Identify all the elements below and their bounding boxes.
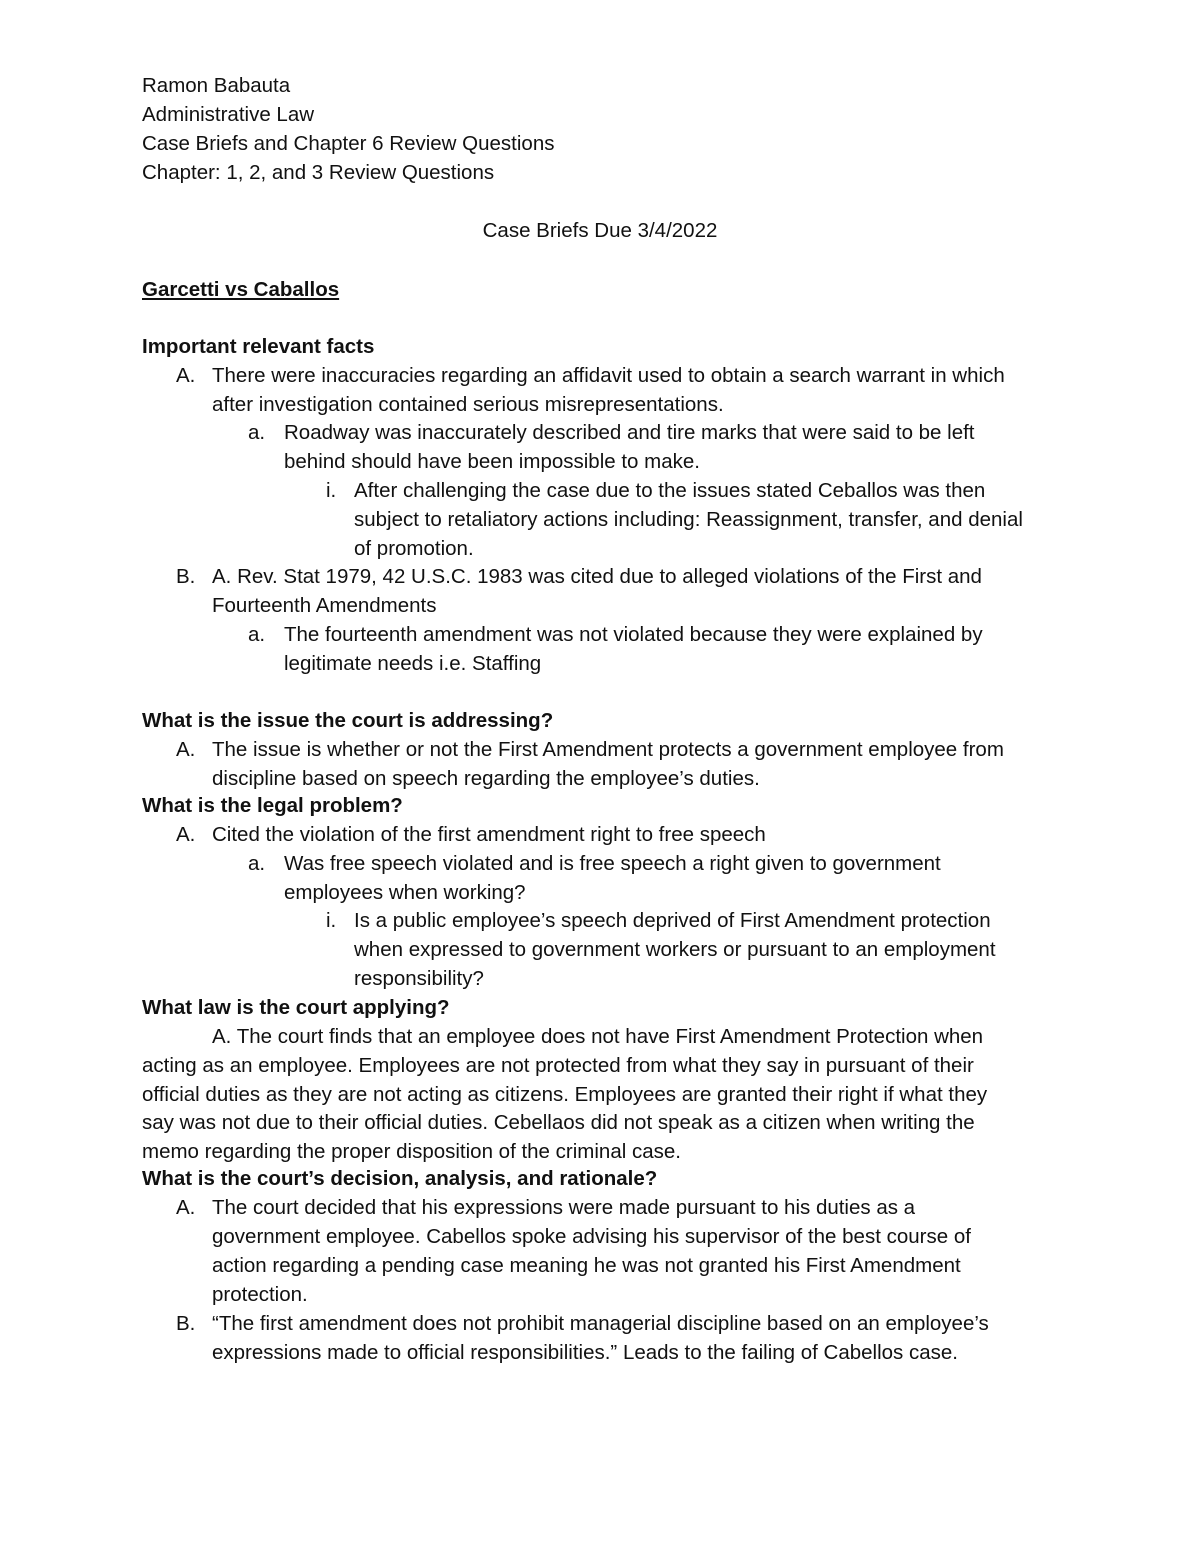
author-name: Ramon Babauta [142,74,291,97]
problem-a-a-text: employees when working? [284,881,526,904]
facts-b-text: A. Rev. Stat 1979, 42 U.S.C. 1983 was cited due to alleged violations of the First and [212,565,982,588]
facts-b-a-text: legitimate needs i.e. Staffing [284,652,542,675]
facts-heading: Important relevant facts [142,335,375,358]
decision-a-text: action regarding a pending case meaning he was not granted his First Amendment [212,1254,961,1277]
chapters-line: Chapter: 1, 2, and 3 Review Questions [142,161,495,184]
law-paragraph-line: memo regarding the proper disposition of the criminal case. [142,1140,681,1163]
law-paragraph-line: say was not due to their official duties. Cebellaos did not speak as a citizen when writing the [142,1111,975,1134]
list-marker: i. [326,479,337,502]
problem-a-text: Cited the violation of the first amendment right to free speech [212,823,766,846]
decision-b-text: “The first amendment does not prohibit managerial discipline based on an employee’s [212,1312,989,1335]
problem-a-a-text: Was free speech violated and is free speech a right given to government [284,852,941,875]
facts-a-a-i-text: of promotion. [354,537,474,560]
law-paragraph-line: A. The court finds that an employee does not have First Amendment Protection when [212,1025,984,1048]
problem-a-a-i-text: when expressed to government workers or pursuant to an employment [354,938,996,961]
list-marker: a. [248,852,266,875]
list-marker: A. [176,364,196,387]
problem-a-a-i-text: Is a public employee’s speech deprived of First Amendment protection [354,909,991,932]
issue-a-text: discipline based on speech regarding the employee’s duties. [212,767,760,790]
facts-a-a-i-text: subject to retaliatory actions including: Reassignment, transfer, and denial [354,508,1023,531]
law-paragraph-line: acting as an employee. Employees are not protected from what they say in pursuant of their [142,1054,974,1077]
facts-b-a-text: The fourteenth amendment was not violated because they were explained by [284,623,983,646]
problem-heading: What is the legal problem? [142,794,403,817]
facts-a-text: after investigation contained serious misrepresentations. [212,393,724,416]
issue-a-text: The issue is whether or not the First Amendment protects a government employee from [212,738,1004,761]
issue-heading: What is the issue the court is addressing? [142,709,554,732]
list-marker: i. [326,909,337,932]
decision-a-text: protection. [212,1283,308,1306]
law-paragraph-line: official duties as they are not acting as citizens. Employees are granted their right if what they [142,1083,988,1106]
list-marker: B. [176,565,196,588]
list-marker: a. [248,623,266,646]
decision-a-text: The court decided that his expressions were made pursuant to his duties as a [212,1196,916,1219]
facts-a-text: There were inaccuracies regarding an affidavit used to obtain a search warrant in which [212,364,1005,387]
course-name: Administrative Law [142,103,315,126]
law-heading: What law is the court applying? [142,996,450,1019]
facts-b-text: Fourteenth Amendments [212,594,437,617]
list-marker: a. [248,421,266,444]
due-date-line: Case Briefs Due 3/4/2022 [482,219,718,242]
list-marker: A. [176,738,196,761]
assignment-title: Case Briefs and Chapter 6 Review Questions [142,132,555,155]
list-marker: B. [176,1312,196,1335]
facts-a-a-i-text: After challenging the case due to the issues stated Ceballos was then [354,479,986,502]
facts-a-a-text: behind should have been impossible to make. [284,450,700,473]
list-marker: A. [176,1196,196,1219]
decision-b-text: expressions made to official responsibilities.” Leads to the failing of Cabellos case. [212,1341,958,1364]
list-marker: A. [176,823,196,846]
decision-heading: What is the court’s decision, analysis, and rationale? [142,1167,658,1190]
decision-a-text: government employee. Cabellos spoke advising his supervisor of the best course of [212,1225,971,1248]
problem-a-a-i-text: responsibility? [354,967,484,990]
facts-a-a-text: Roadway was inaccurately described and tire marks that were said to be left [284,421,975,444]
case-title: Garcetti vs Caballos [142,278,340,301]
